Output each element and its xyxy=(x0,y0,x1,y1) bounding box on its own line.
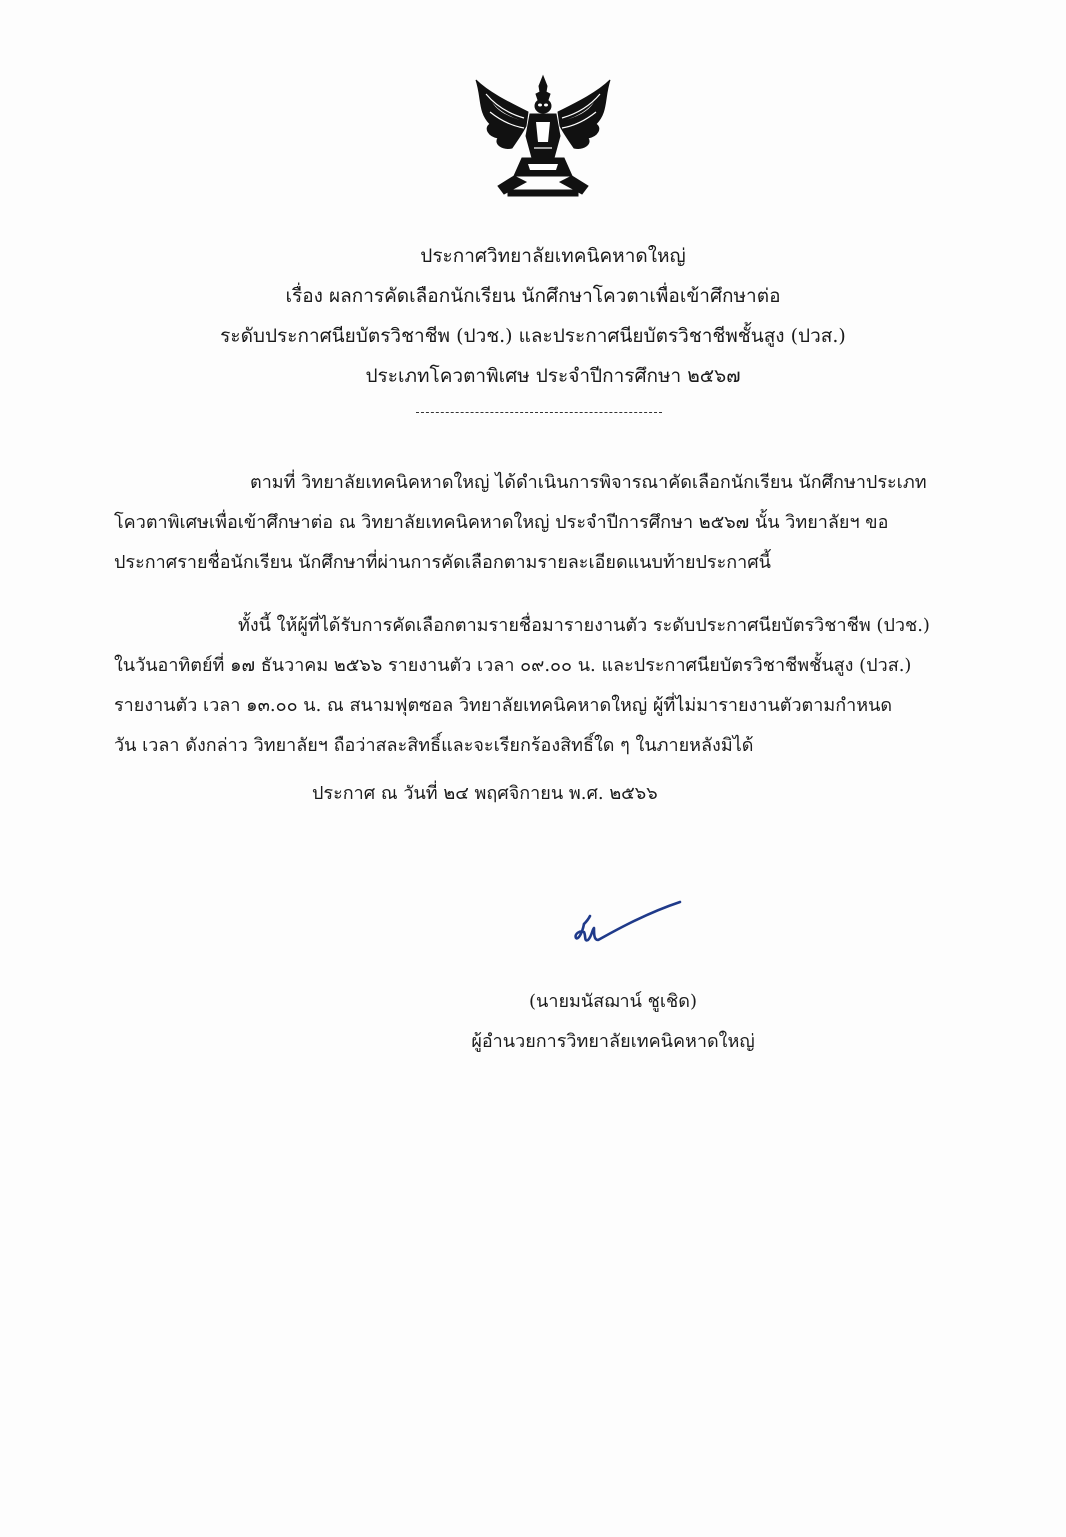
paragraph-line: ตามที่ วิทยาลัยเทคนิคหาดใหญ่ ได้ดำเนินการพิจารณาคัดเลือกนักเรียน นักศึกษาประเภท xyxy=(250,472,927,493)
paragraph-line: ประกาศรายชื่อนักเรียน นักศึกษาที่ผ่านการคัดเลือกตามรายละเอียดแนบท้ายประกาศนี้ xyxy=(114,552,771,573)
body-paragraph-1 xyxy=(114,463,962,583)
paragraph-line: โควตาพิเศษเพื่อเข้าศึกษาต่อ ณ วิทยาลัยเทคนิคหาดใหญ่ ประจำปีการศึกษา ๒๕๖๗ นั้น วิทยาลัยฯ ขอ xyxy=(114,512,889,533)
announcement-level: ระดับประกาศนียบัตรวิชาชีพ (ปวช.) และประกาศนียบัตรวิชาชีพชั้นสูง (ปวส.) xyxy=(220,325,846,347)
signer-name: (นายมนัสฌาน์ ชูเชิด) xyxy=(529,991,697,1012)
signer-title: ผู้อำนวยการวิทยาลัยเทคนิคหาดใหญ่ xyxy=(471,1031,755,1052)
paragraph-line: วัน เวลา ดังกล่าว วิทยาลัยฯ ถือว่าสละสิทธิ์และจะเรียกร้องสิทธิ์ใด ๆ ในภายหลังมิได้ xyxy=(114,735,754,756)
announcement-quota-type: ประเภทโควตาพิเศษ ประจำปีการศึกษา ๒๕๖๗ xyxy=(365,365,741,387)
announcement-date: ประกาศ ณ วันที่ ๒๔ พฤศจิกายน พ.ศ. ๒๕๖๖ xyxy=(312,783,658,804)
handwritten-signature-icon xyxy=(572,894,684,954)
paragraph-line: ทั้งนี้ ให้ผู้ที่ได้รับการคัดเลือกตามรายชื่อมารายงานตัว ระดับประกาศนียบัตรวิชาชีพ (ปวช.) xyxy=(238,615,930,636)
garuda-emblem-icon xyxy=(468,72,618,204)
paragraph-line: รายงานตัว เวลา ๑๓.๐๐ น. ณ สนามฟุตซอล วิทยาลัยเทคนิคหาดใหญ่ ผู้ที่ไม่มารายงานตัวตามกำหนด xyxy=(114,695,893,716)
announcement-header xyxy=(0,236,1066,396)
body-paragraph-2 xyxy=(114,606,962,766)
announcement-subject: เรื่อง ผลการคัดเลือกนักเรียน นักศึกษาโควตาเพื่อเข้าศึกษาต่อ xyxy=(285,285,781,307)
paragraph-line: ในวันอาทิตย์ที่ ๑๗ ธันวาคม ๒๕๖๖ รายงานตัว เวลา ๐๙.๐๐ น. และประกาศนียบัตรวิชาชีพชั้นสูง (ปวส.) xyxy=(114,655,912,676)
announcement-title: ประกาศวิทยาลัยเทคนิคหาดใหญ่ xyxy=(420,245,686,267)
header-divider xyxy=(416,412,662,413)
